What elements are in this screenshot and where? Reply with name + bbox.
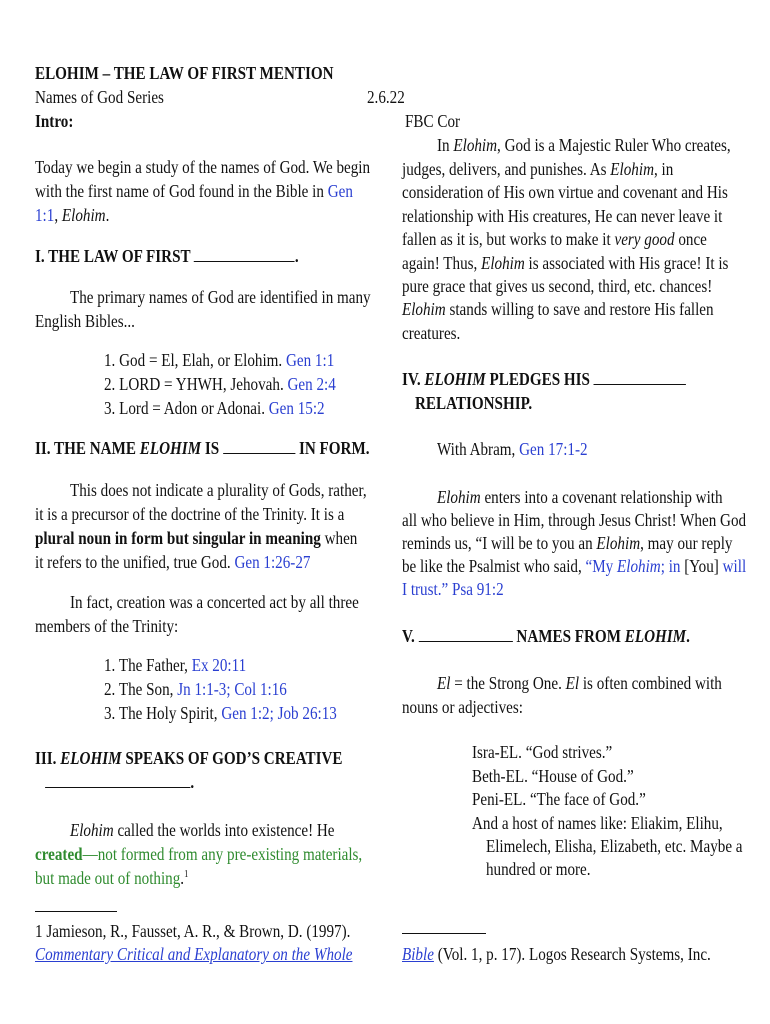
quote-green-1: —not formed from any pre-existing materials, bbox=[82, 844, 363, 864]
section-5-line-2: nouns or adjectives: bbox=[402, 697, 523, 717]
ref-gen-1-26-27[interactable]: Gen 1:26-27 bbox=[234, 552, 311, 572]
footnote-marker[interactable]: 1 bbox=[184, 869, 189, 880]
ref-psa-91-2-e[interactable]: I trust.” Psa 91:2 bbox=[402, 579, 504, 599]
list-item-text: 3. Lord = Adon or Adonai. bbox=[104, 398, 269, 418]
intro-elohim: Elohim bbox=[61, 205, 106, 225]
footnote-divider bbox=[35, 911, 117, 912]
list-item: Beth-EL. “House of God.” bbox=[472, 766, 634, 786]
section-3-heading-b: SPEAKS OF GOD’S CREATIVE bbox=[121, 748, 343, 768]
section-5-heading-elohim: ELOHIM bbox=[624, 626, 687, 646]
text: again! Thus, bbox=[402, 253, 482, 273]
section-2-heading-b: IS bbox=[201, 438, 223, 458]
ref-gen-17-1-2[interactable]: Gen 17:1-2 bbox=[519, 439, 588, 459]
right-para-line-7: pure grace that gives us second, third, etc. chances! bbox=[402, 276, 713, 296]
intro-line-1: Today we begin a study of the names of God. We begin bbox=[35, 157, 371, 177]
text: enters into a covenant relationship with bbox=[480, 487, 723, 507]
text: is associated with His grace! It is bbox=[524, 253, 729, 273]
section-3-heading-a: III. bbox=[35, 748, 61, 768]
footnote-tail: (Vol. 1, p. 17). Logos Research Systems, Inc. bbox=[433, 944, 711, 964]
section-4-line-5 bbox=[402, 578, 504, 602]
section-2-heading-a: II. THE NAME bbox=[35, 438, 140, 458]
section-1-para-2: English Bibles... bbox=[35, 311, 135, 331]
text: once bbox=[674, 229, 707, 249]
section-4-line-4 bbox=[402, 555, 746, 579]
text: , may our reply bbox=[640, 533, 733, 553]
section-3-elohim: Elohim bbox=[70, 820, 114, 840]
list-item: Peni-EL. “The face of God.” bbox=[472, 789, 646, 809]
footnote-line-2 bbox=[35, 943, 352, 967]
list-item: And a host of names like: Eliakim, Elihu, bbox=[472, 813, 723, 833]
fill-in-blank bbox=[223, 453, 295, 454]
list-item: Elimelech, Elisha, Elizabeth, etc. Maybe a bbox=[486, 836, 743, 856]
sermon-date: 2.6.22 bbox=[367, 87, 405, 107]
ref-psa-91-2-d[interactable]: will bbox=[722, 556, 747, 576]
right-para-line-6 bbox=[402, 252, 728, 276]
section-2-para-3-tail: when bbox=[320, 528, 358, 548]
section-1-heading-text: I. THE LAW OF FIRST bbox=[35, 246, 195, 266]
text: is often combined with bbox=[579, 673, 722, 693]
text: judges, delivers, and punishes. As bbox=[402, 159, 611, 179]
footnote-line-3 bbox=[402, 943, 711, 967]
elohim-italic: Elohim bbox=[437, 487, 481, 507]
section-3-para-1-tail: called the worlds into existence! He bbox=[113, 820, 335, 840]
section-1-para-1: The primary names of God are identified in many bbox=[70, 287, 371, 307]
intro-period: . bbox=[105, 205, 110, 225]
fill-in-blank bbox=[594, 384, 686, 385]
section-3-para-2 bbox=[35, 843, 362, 867]
elohim-italic: Elohim bbox=[402, 299, 446, 319]
ref-psa-91-2-b[interactable]: Elohim bbox=[617, 556, 661, 576]
footnote-divider-right bbox=[402, 933, 486, 934]
text: In bbox=[437, 135, 454, 155]
list-item-text: 2. LORD = YHWH, Jehovah. bbox=[104, 374, 288, 394]
document-title: ELOHIM – THE LAW OF FIRST MENTION bbox=[35, 63, 334, 83]
section-4-with-abram bbox=[437, 438, 588, 462]
footnote-line-1: 1 Jamieson, R., Fausset, A. R., & Brown, D. (1997). bbox=[35, 921, 351, 941]
right-para-line-2 bbox=[402, 158, 673, 182]
elohim-italic: Elohim bbox=[453, 135, 498, 155]
text: be like the Psalmist who said, bbox=[402, 556, 586, 576]
text: stands willing to save and restore His fallen bbox=[445, 299, 714, 319]
list-item bbox=[104, 397, 325, 421]
section-2-para-2: it is a precursor of the doctrine of the Trinity. It is a bbox=[35, 504, 345, 524]
created-emphasis: created bbox=[35, 844, 83, 864]
fill-in-blank bbox=[194, 261, 295, 262]
section-4-heading bbox=[402, 368, 686, 392]
list-item bbox=[104, 349, 334, 373]
list-item bbox=[104, 654, 246, 678]
ref-psa-91-2-c[interactable]: ; in bbox=[660, 556, 681, 576]
ref-gen-job[interactable]: Gen 1:2; Job 26:13 bbox=[221, 703, 337, 723]
section-2-para-1: This does not indicate a plurality of Gods, rather, bbox=[70, 480, 367, 500]
section-2-para-4-text: it refers to the unified, true God. bbox=[35, 552, 235, 572]
right-para-line-3: consideration of His own virtue and covenant and His bbox=[402, 182, 728, 202]
right-para-line-9: creatures. bbox=[402, 323, 461, 343]
ref-jn-col[interactable]: Jn 1:1-3; Col 1:16 bbox=[177, 679, 287, 699]
section-5-heading-end: . bbox=[686, 626, 690, 646]
very-good-italic: very good bbox=[614, 229, 675, 249]
list-item-text: 1. The Father, bbox=[104, 655, 192, 675]
intro-label: Intro: bbox=[35, 111, 74, 131]
section-4-heading-a: IV. bbox=[402, 369, 425, 389]
list-item-text: 2. The Son, bbox=[104, 679, 178, 699]
section-3-heading-elohim: ELOHIM bbox=[60, 748, 122, 768]
footnote-bible-link[interactable]: Bible bbox=[402, 944, 434, 964]
section-4-line-3 bbox=[402, 532, 732, 556]
church-name: FBC Cor bbox=[405, 111, 461, 131]
section-2-para-5: In fact, creation was a concerted act by all three bbox=[70, 592, 359, 612]
section-5-heading-b: NAMES FROM bbox=[512, 626, 625, 646]
text: With Abram, bbox=[437, 439, 520, 459]
section-3-para-1 bbox=[70, 819, 335, 843]
section-2-para-3 bbox=[35, 527, 357, 551]
ref-gen-1-1-b[interactable]: 1:1 bbox=[35, 205, 55, 225]
section-3-heading-line-2 bbox=[35, 771, 194, 795]
fill-in-blank bbox=[419, 641, 513, 642]
elohim-italic: Elohim bbox=[481, 253, 525, 273]
section-4-heading-elohim: ELOHIM bbox=[424, 369, 486, 389]
ref-gen-1-1[interactable]: Gen 1:1 bbox=[285, 350, 335, 370]
intro-line-2 bbox=[35, 180, 353, 204]
section-5-line-1 bbox=[437, 672, 722, 696]
text: [You] bbox=[680, 556, 723, 576]
section-4-heading-line-2: RELATIONSHIP. bbox=[415, 393, 533, 413]
ref-gen-15-2[interactable]: Gen 15:2 bbox=[268, 398, 325, 418]
section-1-heading bbox=[35, 245, 299, 269]
intro-text: with the first name of God found in the Bible in bbox=[35, 181, 328, 201]
plural-noun-emphasis: plural noun in form but singular in meaning bbox=[35, 528, 321, 548]
elohim-italic: Elohim bbox=[610, 159, 654, 179]
quote-green-2: but made out of nothing bbox=[35, 868, 181, 888]
section-2-heading-elohim: ELOHIM bbox=[139, 438, 202, 458]
right-para-line-8 bbox=[402, 298, 714, 322]
section-5-heading-a: V. bbox=[402, 626, 419, 646]
el-italic: El bbox=[437, 673, 451, 693]
section-3-para-3-end: . bbox=[180, 868, 185, 888]
list-item: hundred or more. bbox=[486, 859, 591, 879]
list-item-text: 3. The Holy Spirit, bbox=[104, 703, 222, 723]
section-4-line-2: all who believe in Him, through Jesus Christ! When God bbox=[402, 510, 747, 530]
el-italic: El bbox=[565, 673, 580, 693]
elohim-italic: Elohim bbox=[596, 533, 641, 553]
intro-comma: , bbox=[54, 205, 62, 225]
section-4-heading-b: PLEDGES HIS bbox=[485, 369, 594, 389]
right-para-line-5 bbox=[402, 228, 707, 252]
section-2-heading-c: IN FORM. bbox=[295, 438, 370, 458]
ref-psa-91-2-a[interactable]: “My bbox=[585, 556, 618, 576]
ref-gen-2-4[interactable]: Gen 2:4 bbox=[287, 374, 336, 394]
right-para-line-4: relationship with His creatures, He can never leave it bbox=[402, 206, 723, 226]
list-item bbox=[104, 678, 287, 702]
section-3-heading-end: . bbox=[190, 772, 195, 792]
section-5-heading bbox=[402, 625, 690, 649]
text: reminds us, “I will be to you an bbox=[402, 533, 597, 553]
ref-gen-1-1-a[interactable]: Gen bbox=[327, 181, 353, 201]
ref-ex-20-11[interactable]: Ex 20:11 bbox=[191, 655, 247, 675]
section-2-para-4 bbox=[35, 551, 310, 575]
list-item bbox=[104, 702, 337, 726]
list-item-text: 1. God = El, Elah, or Elohim. bbox=[104, 350, 286, 370]
section-4-line-1 bbox=[437, 486, 723, 510]
series-name: Names of God Series bbox=[35, 87, 164, 107]
text: , in bbox=[653, 159, 674, 179]
intro-line-3 bbox=[35, 204, 109, 228]
list-item: Isra-EL. “God strives.” bbox=[472, 742, 613, 762]
section-3-heading bbox=[35, 747, 343, 771]
section-3-para-3 bbox=[35, 867, 188, 891]
list-item bbox=[104, 373, 336, 397]
section-2-para-6: members of the Trinity: bbox=[35, 616, 179, 636]
section-1-heading-end: . bbox=[294, 246, 299, 266]
text: = the Strong One. bbox=[450, 673, 566, 693]
section-2-heading bbox=[35, 437, 370, 461]
text: fallen as it is, but works to make it bbox=[402, 229, 615, 249]
right-para-line-1 bbox=[437, 134, 731, 158]
footnote-book-link[interactable]: Commentary Critical and Explanatory on the Whole bbox=[35, 944, 353, 964]
fill-in-blank bbox=[45, 787, 190, 788]
text: , God is a Majestic Ruler Who creates, bbox=[497, 135, 731, 155]
